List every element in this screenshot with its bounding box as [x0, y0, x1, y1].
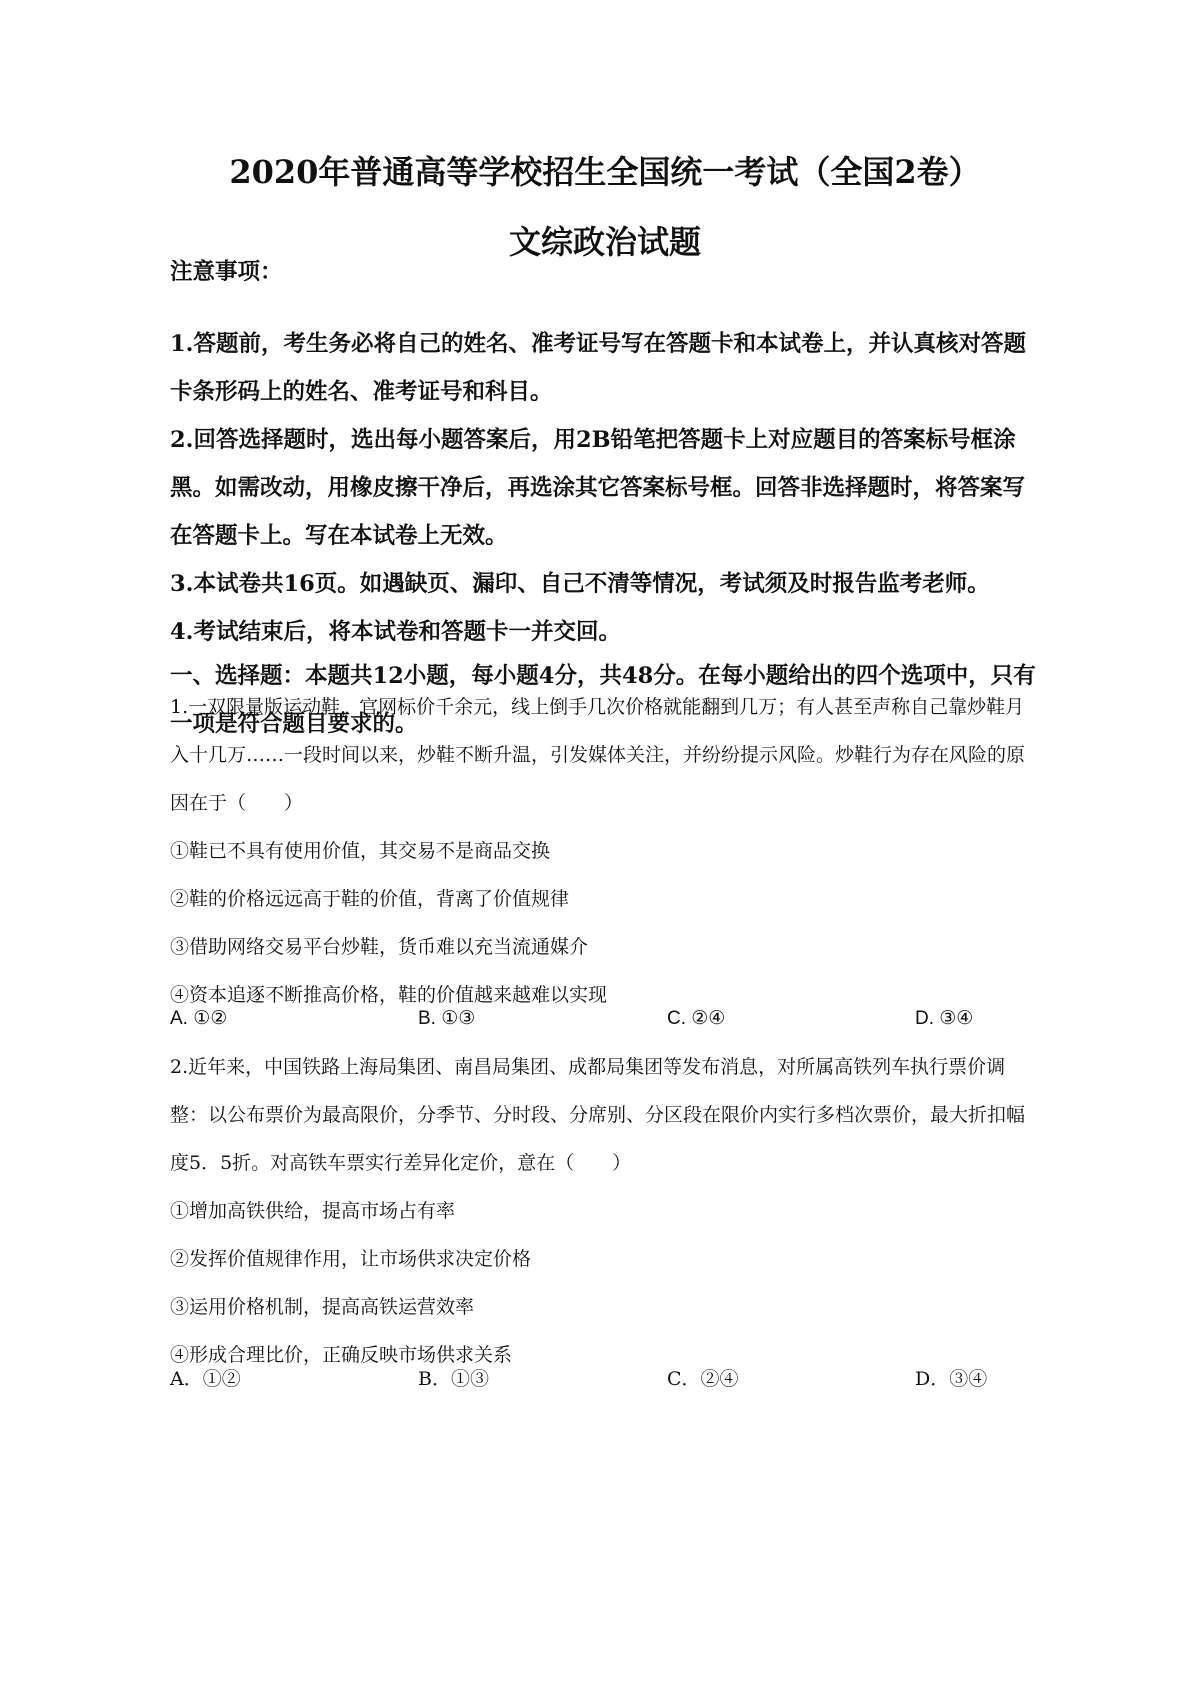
question-1-option-a: A. ①② [170, 1008, 228, 1029]
exam-subtitle: 文综政治试题 [508, 223, 701, 261]
question-2-statement-4: ④形成合理比价，正确反映市场供求关系 [170, 1344, 513, 1366]
question-2-options [170, 1355, 1040, 1403]
question-2-statement-2: ②发挥价值规律作用，让市场供求决定价格 [170, 1248, 532, 1270]
exam-title: 2020年普通高等学校招生全国统一考试（全国2卷） [229, 153, 981, 191]
question-1-statement-3: ③借助网络交易平台炒鞋，货币难以充当流通媒介 [170, 936, 589, 958]
question-1-stem: 1.一双限量版运动鞋，官网标价千余元，线上倒手几次价格就能翻到几万；有人甚至声称自己靠炒鞋月入十几万……一段时间以来，炒鞋不断升温，引发媒体关注，并纷纷提示风险。炒鞋行为存在风险的原因在于（ ） [170, 696, 1026, 814]
question-2-option-d: D．③④ [915, 1368, 988, 1390]
question-1-statement-1: ①鞋已不具有使用价值，其交易不是商品交换 [170, 840, 551, 862]
notice-item-2: 2.回答选择题时，选出每小题答案后，用2B铅笔把答题卡上对应题目的答案标号框涂黑。如需改动，用橡皮擦干净后，再选涂其它答案标号框。回答非选择题时，将答案写在答题卡上。写在本试卷上无效。 [170, 427, 1026, 549]
question-1-option-c: C. ②④ [667, 1008, 726, 1029]
notice-item-4: 4.考试结束后，将本试卷和答题卡一并交回。 [170, 619, 621, 645]
question-2-option-b: B．①③ [418, 1368, 489, 1390]
question-2-statement-3: ③运用价格机制，提高高铁运营效率 [170, 1296, 475, 1318]
question-1-options [170, 995, 1040, 1043]
question-2-statement-1: ①增加高铁供给，提高市场占有率 [170, 1200, 456, 1222]
section-heading-text: 一、选择题：本题共12小题，每小题4分，共48分。在每小题给出的四个选项中，只有一项是符合题目要求的。 [170, 663, 1036, 737]
question-1-option-b: B. ①③ [418, 1008, 476, 1029]
question-2-option-a: A．①② [170, 1368, 241, 1390]
question-1-statement-2: ②鞋的价格远远高于鞋的价值，背离了价值规律 [170, 888, 570, 910]
question-1-option-d: D. ③④ [915, 1008, 974, 1029]
question-2-option-c: C．②④ [667, 1368, 739, 1390]
notice-heading: 注意事项： [170, 259, 283, 285]
notice-item-3: 3.本试卷共16页。如遇缺页、漏印、自己不清等情况，考试须及时报告监考老师。 [170, 571, 990, 597]
question-2 [170, 1043, 1040, 1379]
notice-list [170, 320, 1040, 656]
question-1 [170, 683, 1040, 1019]
question-1-statement-4: ④资本追逐不断推高价格，鞋的价值越来越难以实现 [170, 984, 608, 1006]
notice-item-1: 1.答题前，考生务必将自己的姓名、准考证号写在答题卡和本试卷上，并认真核对答题卡条形码上的姓名、准考证号和科目。 [170, 331, 1026, 405]
question-2-stem: 2.近年来，中国铁路上海局集团、南昌局集团、成都局集团等发布消息，对所属高铁列车执行票价调整：以公布票价为最高限价，分季节、分时段、分席别、分区段在限价内实行多档次票价，最大折扣幅度5．5折。对高铁车票实行差异化定价，意在（ ） [170, 1056, 1026, 1174]
